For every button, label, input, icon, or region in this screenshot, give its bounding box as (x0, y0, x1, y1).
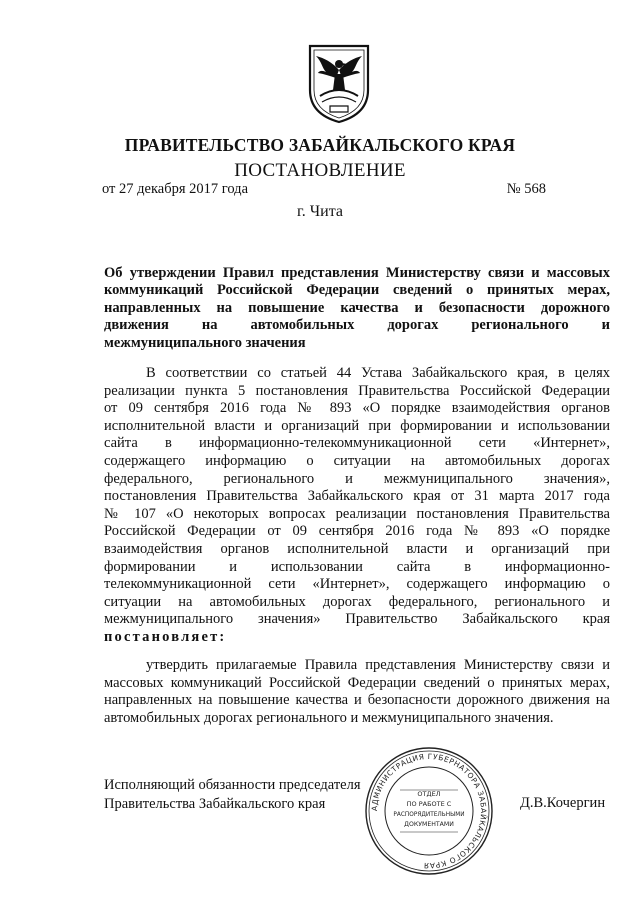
text-line: исполнительной власти и организаций при формировании и использовании (104, 417, 610, 434)
text-line: взаимодействия органов исполнительной власти и организаций при (104, 540, 610, 557)
text-line: телекоммуникационной сети «Интернет», содержащего информацию о (104, 576, 610, 593)
text-line: от 09 сентября 2016 года № 893 «О порядке взаимодействия органов (104, 400, 610, 417)
document-city: г. Чита (296, 203, 343, 220)
position-line: Правительства Забайкальского края (104, 796, 326, 812)
document-type: ПОСТАНОВЛЕНИЕ (234, 160, 406, 181)
text-line: реализации пункта 5 постановления Правительства Российской Федерации (104, 382, 610, 399)
stamp-line: ПО РАБОТЕ С (406, 800, 452, 808)
stamp-ring-text: АДМИНИСТРАЦИЯ ГУБЕРНАТОРА ЗАБАЙКАЛЬСКОГО КРАЯ (369, 751, 489, 871)
resolution-paragraph (104, 657, 610, 727)
text-line: утвердить прилагаемые Правила представления Министерству связи и (146, 657, 610, 673)
preamble-paragraph (104, 365, 610, 647)
subject-line: направленных на повышение качества и безопасности дорожного (104, 299, 610, 316)
text-line: содержащего информацию о ситуации на автомобильных дорогах (104, 452, 610, 469)
svg-text:АДМИНИСТРАЦИЯ ГУБЕРНАТОРА ЗАБА (370, 752, 488, 870)
official-stamp (362, 744, 496, 878)
text-line: Российской Федерации от 09 сентября 2016 года № 893 «О порядке (104, 523, 610, 540)
subject-line: Об утверждении Правил представления Министерству связи и массовых (104, 265, 610, 281)
text-line: направленных на повышение качества и безопасности дорожного движения на (104, 692, 610, 709)
government-title: ПРАВИТЕЛЬСТВО ЗАБАЙКАЛЬСКОГО КРАЯ (124, 135, 516, 155)
stamp-line: ОТДЕЛ (417, 790, 441, 798)
text-line: формировании и использовании сайта в информационно- (104, 558, 610, 575)
text-line: постановления Правительства Забайкальского края от 31 марта 2017 года (104, 488, 610, 505)
text-line: массовых коммуникаций Российской Федерации сведений о принятых мерах, (104, 674, 610, 691)
coat-of-arms-eagle-icon (296, 40, 382, 126)
text-line: В соответствии со статьей 44 Устава Забайкальского края, в целях (146, 365, 610, 381)
subject-line: движения на автомобильных дорогах регионального и (104, 317, 610, 334)
text-line: межмуниципального значения» Правительство Забайкальского края (104, 611, 610, 628)
text-line: автомобильных дорогах регионального и межмуниципального значения. (104, 709, 554, 726)
text-line: сайта в информационно-телекоммуникационной сети «Интернет», (104, 435, 610, 452)
document-number: № 568 (506, 181, 546, 197)
text-line: федерального, регионального и межмуниципального значения», (104, 470, 610, 487)
decree-word: постановляет: (104, 628, 227, 645)
subject-line: коммуникаций Российской Федерации сведений о принятых мерах, (104, 282, 610, 299)
document-date: от 27 декабря 2017 года (102, 181, 248, 197)
stamp-line: РАСПОРЯДИТЕЛЬНЫМИ (393, 812, 465, 818)
text-line: № 107 «О некоторых вопросах реализации постановления Правительства (104, 505, 610, 522)
position-line: Исполняющий обязанности председателя (104, 777, 361, 793)
subject-line: межмуниципального значения (104, 334, 306, 351)
signatory-position (104, 776, 361, 814)
document-subject (104, 265, 610, 352)
stamp-line: ДОКУМЕНТАМИ (404, 821, 454, 828)
signatory-name: Д.В.Кочергин (520, 795, 606, 811)
text-line: ситуации на автомобильных дорогах федерального, регионального и (104, 593, 610, 610)
